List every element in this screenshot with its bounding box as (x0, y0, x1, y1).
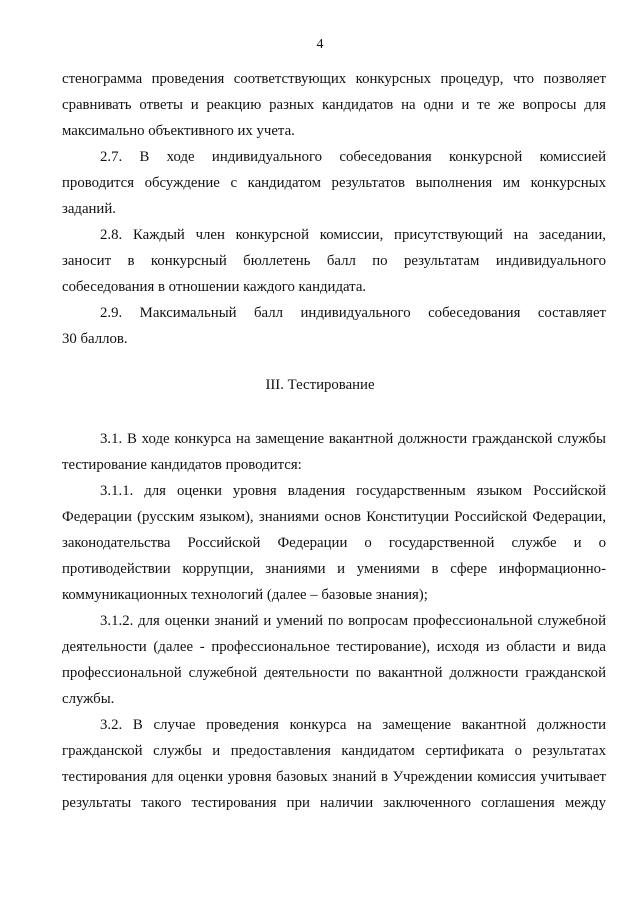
text-line: проводится обсуждение с кандидатом результатов выполнения им конкурсных (62, 175, 606, 191)
text-line: 2.8. Каждый член конкурсной комиссии, присутствующий на заседании, (100, 227, 606, 243)
text-line: результаты такого тестирования при наличии заключенного соглашения между (62, 795, 606, 811)
text-line: 3.1.1. для оценки уровня владения государственным языком Российской (100, 483, 606, 499)
page-number: 4 (316, 37, 324, 52)
text-line: деятельности (далее - профессиональное тестирование), исходя из области и вида (62, 639, 606, 655)
text-line: 3.1.2. для оценки знаний и умений по вопросам профессиональной служебной (100, 613, 606, 629)
text-line: заносит в конкурсный бюллетень балл по результатам индивидуального (62, 253, 606, 269)
text-line: собеседования в отношении каждого кандидата. (62, 279, 367, 295)
text-line: стенограмма проведения соответствующих конкурсных процедур, что позволяет (62, 71, 606, 87)
text-line: 30 баллов. (62, 331, 128, 347)
text-line: противодействии коррупции, знаниями и умениями в сфере информационно- (62, 561, 606, 577)
text-line: максимально объективного их учета. (62, 123, 295, 139)
text-line: тестирования для оценки уровня базовых знаний в Учреждении комиссия учитывает (62, 769, 606, 785)
text-line: гражданской службы и предоставления кандидатом сертификата о результатах (62, 743, 606, 759)
text-line: Федерации (русским языком), знаниями основ Конституции Российской Федерации, (62, 509, 606, 525)
text-line: службы. (62, 691, 115, 707)
text-line: 3.2. В случае проведения конкурса на замещение вакантной должности (100, 717, 606, 733)
text-line: заданий. (62, 201, 116, 217)
text-line: законодательства Российской Федерации о государственной службе и о (62, 535, 606, 551)
text-line: тестирование кандидатов проводится: (62, 457, 302, 473)
text-line: сравнивать ответы и реакцию разных кандидатов на одни и те же вопросы для (62, 97, 606, 113)
section-heading: III. Тестирование (265, 377, 375, 393)
text-line: профессиональной служебной деятельности по вакантной должности гражданской (62, 665, 606, 681)
text-line: коммуникационных технологий (далее – базовые знания); (62, 587, 428, 603)
text-line: 2.9. Максимальный балл индивидуального собеседования составляет (100, 305, 606, 321)
text-line: 2.7. В ходе индивидуального собеседования конкурсной комиссией (100, 149, 606, 165)
text-line: 3.1. В ходе конкурса на замещение вакантной должности гражданской службы (100, 431, 606, 447)
